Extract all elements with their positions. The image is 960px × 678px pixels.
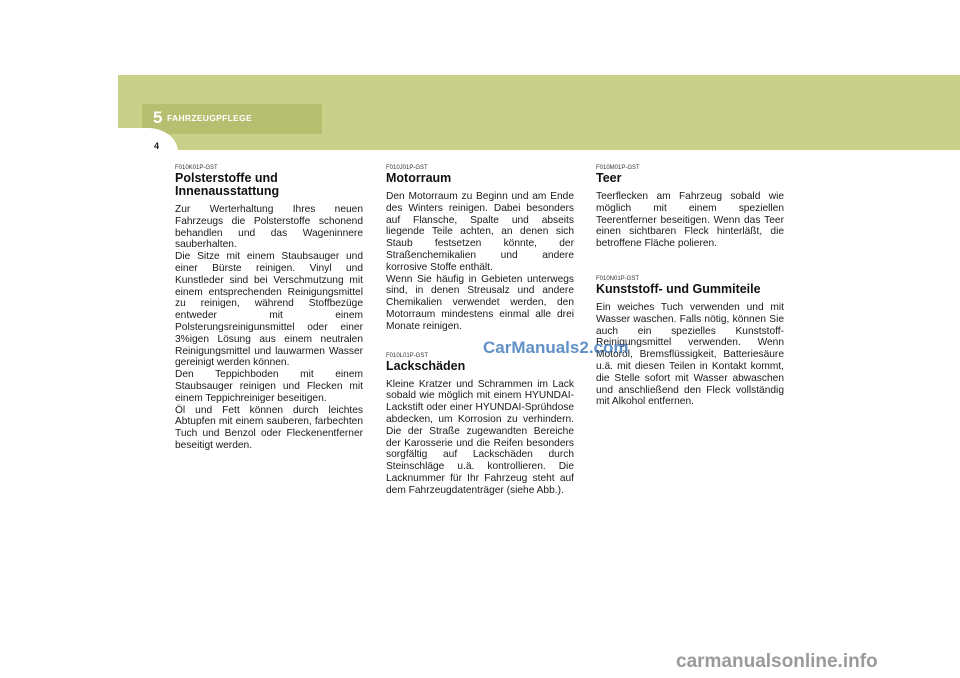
chapter-number: 5	[153, 108, 163, 127]
section-polsterstoffe	[175, 165, 363, 452]
section-code: F010K01P-GST	[175, 165, 218, 171]
section-heading: Motorraum	[386, 171, 452, 185]
section-paragraph: Öl und Fett können durch leichtes Abtupfen mit einem sauberen, farbechten Tuch und Benzol oder Fleckenentferner beseitigt werden.	[175, 404, 363, 451]
watermark-overlay: CarManuals2.com	[483, 338, 629, 357]
section-heading: Kunststoff- und Gummiteile	[596, 281, 761, 296]
section-heading: Lackschäden	[386, 358, 466, 373]
section-code: F010M01P-GST	[596, 165, 640, 171]
section-paragraph: Teerflecken am Fahrzeug sobald wie möglich mit einem speziellen Teerentferner beseitigen. Wenn das Teer einen sichtbaren Fleck hinterläßt, die betroffene Fläche polieren.	[596, 191, 784, 250]
section-paragraph: Ein weiches Tuch verwenden und mit Wasser waschen. Falls nötig, können Sie auch ein spezielles Kunststoff-Reinigungsmittel verwenden. Wenn Motoröl, Bremsflüssigkeit, Batteriesäure u.ä. mit diesen Teilen in Kontakt kommt, die Stelle sofort mit Wasser abwaschen und anschließend den Fleck vollständig mit Alkohol entfernen.	[596, 301, 784, 408]
section-heading: Teer	[596, 171, 622, 185]
section-motorraum	[386, 165, 574, 333]
section-heading: Polsterstoffe und Innenausstattung	[175, 171, 280, 198]
section-paragraph: Zur Werterhaltung Ihres neuen Fahrzeugs die Polsterstoffe schonend behandlen und das Wageninnere sauberhalten.	[175, 204, 363, 251]
section-code: F010L01P-GST	[386, 352, 429, 359]
section-code: F010N01P-GST	[596, 275, 640, 282]
section-teer	[596, 165, 784, 250]
column-left	[175, 165, 363, 472]
section-paragraph: Kleine Kratzer und Schrammen im Lack sobald wie möglich mit einem HYUNDAI-Lackstift oder einer HYUNDAI-Sprühdose abdecken, um Korrosion zu verhindern. Die der Straße zugewandten Bereiche der Karosserie und die Reifen besonders sorgfältig auf Lackschäden durch Steinschläge u.ä. kontrollieren. Die Lacknummer für Ihr Fahrzeug steht auf dem Fahrzeugdatenträger (siehe Abb.).	[386, 378, 574, 496]
section-code: F010J01P-GST	[386, 165, 428, 171]
section-paragraph: Den Teppichboden mit einem Staubsauger reinigen und Flecken mit einem Teppichreiniger beseitigen.	[175, 369, 363, 404]
section-paragraph: Den Motorraum zu Beginn und am Ende des Winters reinigen. Dabei besonders auf Flansche, Spalte und abseits liegende Teile achten, an denen sich Staub festsetzen könnte, der Straßenchemikalien und andere korrosive Stoffe enthält.	[386, 191, 574, 273]
column-right	[596, 165, 784, 428]
section-paragraph: Die Sitze mit einem Staubsauger und einer Bürste reinigen. Vinyl und Kunstleder sind bei Verschmutzung mit einem entsprechenden Reinigungsmittel zu reinigen, während Stoffbezüge entweder mit einem Polsterungsreinigunsmittel oder einer 3%igen Lösung aus einem neutralen Reinigungsmittel und lauwarmen Wasser gereinigt werden können.	[175, 251, 363, 369]
page-number: 4	[154, 141, 160, 151]
section-lackschaeden	[386, 353, 574, 497]
chapter-title: FAHRZEUGPFLEGE	[167, 113, 252, 123]
watermark-footer-link[interactable]: carmanualsonline.info	[676, 651, 878, 672]
section-paragraph: Wenn Sie häufig in Gebieten unterwegs sind, in denen Streusalz und andere Chemikalien verwendet werden, den Motorraum mindestens einmal alle drei Monate reinigen.	[386, 273, 574, 332]
